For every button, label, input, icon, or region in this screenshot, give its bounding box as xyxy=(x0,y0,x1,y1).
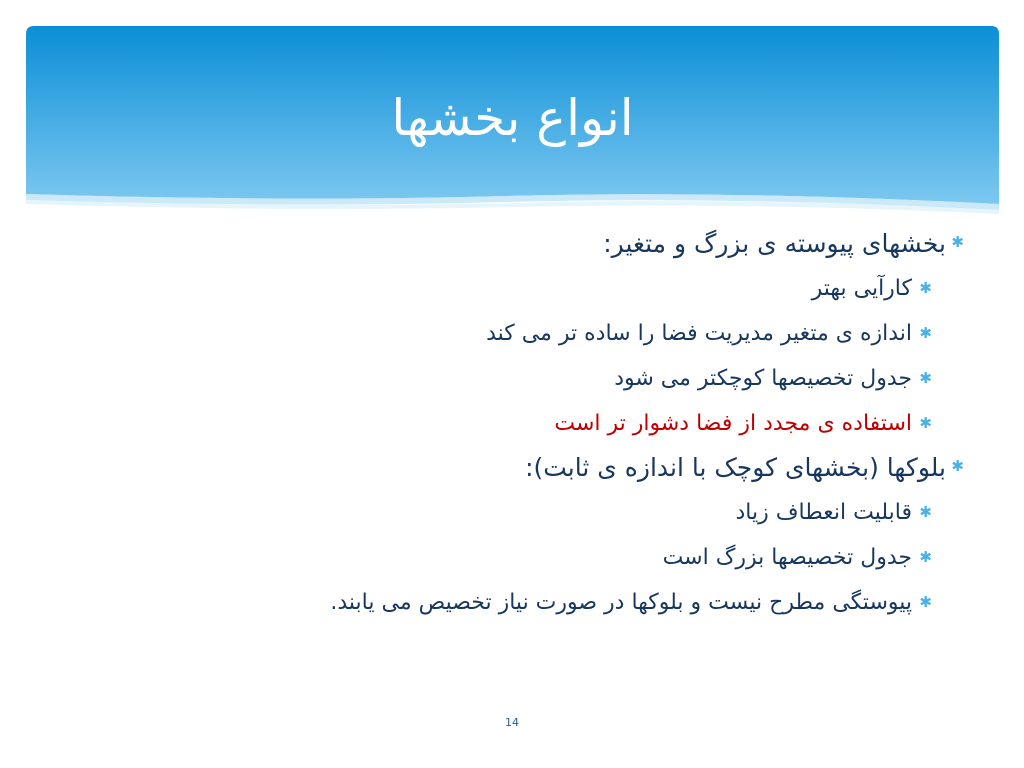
bullet-text: جدول تخصیصها کوچکتر می شود xyxy=(614,366,912,391)
bullet-text-highlighted: استفاده ی مجدد از فضا دشوار تر است xyxy=(554,411,912,436)
bullet-text: پیوستگی مطرح نیست و بلوکها در صورت نیاز تخصیص می یابند. xyxy=(330,590,912,615)
bullet-text: جدول تخصیصها بزرگ است xyxy=(662,545,912,570)
bullet-list xyxy=(64,222,964,625)
title-banner xyxy=(26,26,999,226)
sub-bullet-item xyxy=(64,535,964,580)
sub-bullet-item-highlighted xyxy=(64,401,964,446)
asterisk-bullet-icon: ✱ xyxy=(951,457,964,475)
sub-bullet-item xyxy=(64,311,964,356)
bullet-text: کارآیی بهتر xyxy=(811,276,912,301)
asterisk-bullet-icon: ✱ xyxy=(919,279,932,297)
sub-bullet-item xyxy=(64,356,964,401)
slide-title: انواع بخشها xyxy=(391,89,634,147)
asterisk-bullet-icon: ✱ xyxy=(919,324,932,342)
bullet-text: اندازه ی متغیر مدیریت فضا را ساده تر می کند xyxy=(486,321,912,346)
sub-bullet-item xyxy=(64,580,964,625)
asterisk-bullet-icon: ✱ xyxy=(919,548,932,566)
bullet-text: بلوکها (بخشهای کوچک با اندازه ی ثابت): xyxy=(525,453,946,482)
asterisk-bullet-icon: ✱ xyxy=(919,414,932,432)
asterisk-bullet-icon: ✱ xyxy=(951,233,964,251)
bullet-item xyxy=(64,446,964,490)
page-number: 14 xyxy=(505,716,519,729)
bullet-item xyxy=(64,222,964,266)
bullet-text: قابلیت انعطاف زیاد xyxy=(735,500,912,525)
sub-bullet-item xyxy=(64,266,964,311)
asterisk-bullet-icon: ✱ xyxy=(919,593,932,611)
asterisk-bullet-icon: ✱ xyxy=(919,503,932,521)
asterisk-bullet-icon: ✱ xyxy=(919,369,932,387)
bullet-text: بخشهای پیوسته ی بزرگ و متغیر: xyxy=(603,229,946,258)
sub-bullet-item xyxy=(64,490,964,535)
